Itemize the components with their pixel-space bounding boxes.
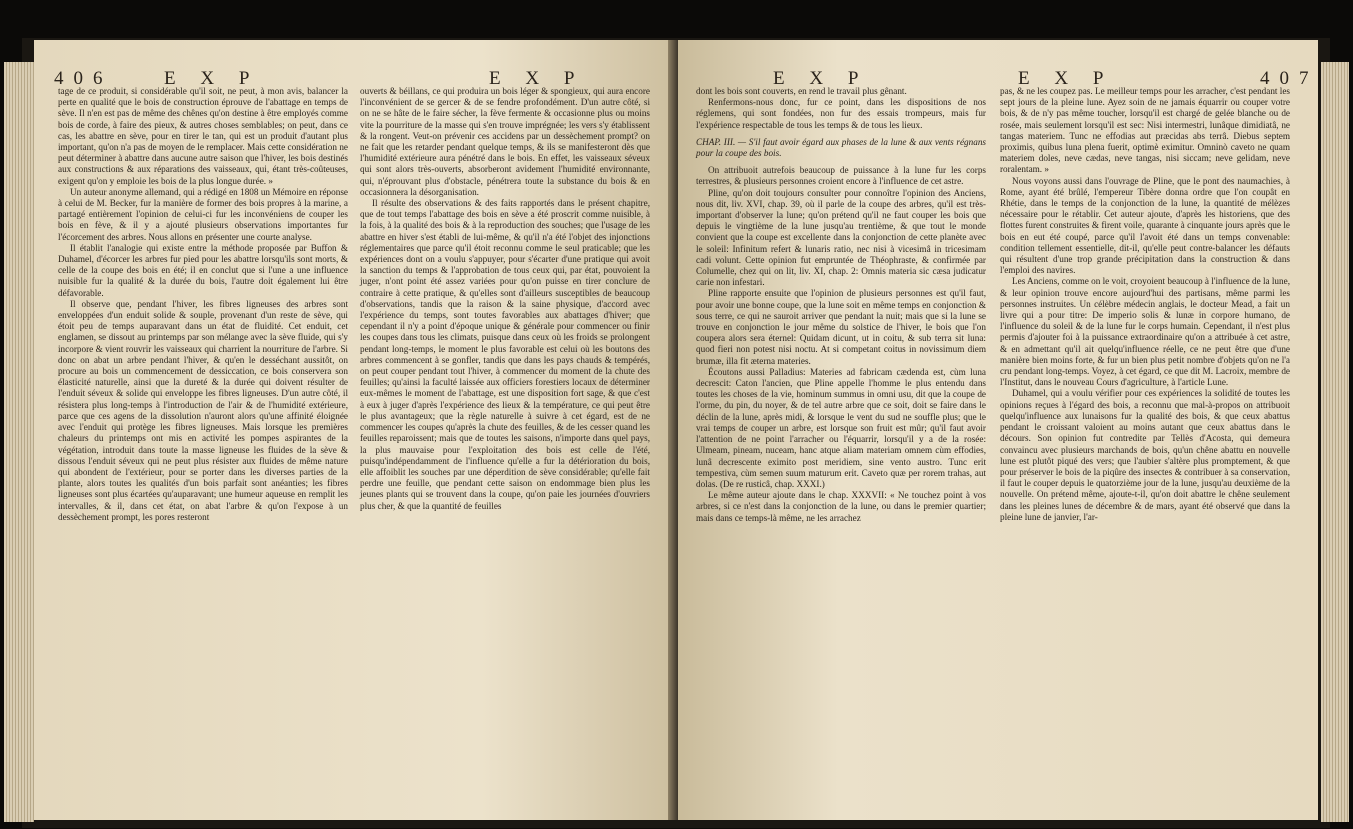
left-page (34, 40, 674, 820)
paragraph: Le même auteur ajoute dans le chap. XXXVII: « Ne touchez point à vos arbres, si ce n'est dans la conjonction de la lune, ou dans le premier quartier; mais dans ce temps-là même, ne les arrachez (696, 490, 986, 523)
paragraph: tage de ce produit, si considérable qu'il soit, ne peut, à mon avis, balancer la perte en qualité que le bois de construction éprouve de l'abattage en temps de sève. Il n'en est pas de même des chênes qu'on destine à être employés comme bois de corde, à faire des pieux, & autres choses semblables; on peut, dans ce cas, les abattre en sève, pour en tirer le tan, qui est un produit d'autant plus important, qu'on n'a pas de moyen de le remplacer. Mais cette considération ne peut déterminer à abattre dans aucune autre saison que l'hiver, les bois destinés aux constructions & aux réparations des vaisseaux, qui, étant très-coûteuses, exigent qu'on y emploie les bois de la plus longue durée. » (58, 86, 348, 186)
text-column-2 (360, 86, 650, 512)
page-number: 406 (54, 68, 113, 89)
paragraph: Les Anciens, comme on le voit, croyoient beaucoup à l'influence de la lune, & leur opinion trouve encore aujourd'hui des partisans, même parmi les personnes instruites. Un célèbre médecin anglais, le docteur Mead, a fait un livre qui a pour titre: De imperio solis & lunæ in corpore humano, de l'influence du soleil & de la lune fur le corps humain. Cependant, il n'est plus permis d'ajouter foi à la puissance extraordinaire qu'on a attribuée à cet astre, & en admettant qu'il ait quelqu'influence réelle, ce ne peut être que d'une manière bien moins forte, & fur un bien plus petit nombre d'objets qu'on ne l'a cru pendant long-temps. Voyez, à cet égard, ce que dit M. Lacroix, membre de l'Institut, dans le nouveau Cours d'agriculture, à l'article Lune. (1000, 276, 1290, 388)
paragraph: Renfermons-nous donc, fur ce point, dans les dispositions de nos réglemens, qui sont fondées, non fur des essais trompeurs, mais fur l'expérience respectable de tous les temps & de tous les lieux. (696, 97, 986, 130)
chapter-heading: CHAP. III. — S'il faut avoir égard aux phases de la lune & aux vents régnans pour la coupe des bois. (696, 136, 986, 159)
running-head: E X P (1018, 68, 1114, 89)
paragraph: Duhamel, qui a voulu vérifier pour ces expériences la solidité de toutes les opinions reçues à l'égard des bois, a reconnu que mal-à-propos on attribuoit quelqu'influence aux lunaisons fur la qualité des bois, & que ceux abattus pendant le croissant valoient au moins autant que ceux abattus dans le décours. Son opinion fut contredite par Tellès d'Acosta, qui demeura convaincu avec plusieurs marchands de bois, qu'un chêne abattu en nouvelle lune est plutôt piqué des vers; que l'aubier s'altère plus promptement, & que pour préserver le bois de la piqûre des insectes & contribuer à sa conservation, il faut le couper depuis le quatorzième jour de la lune, jusqu'au deuxième de la nouvelle. On prétend même, ajoute-t-il, qu'on doit abattre le chêne seulement dans les pleines lunes de décembre & de mars, ayant été observé que dans la pleine lune de janvier, l'ar- (1000, 388, 1290, 522)
paragraph: Il résulte des observations & des faits rapportés dans le présent chapitre, que de tout temps l'abattage des bois en sève a été proscrit comme nuisible, à la fois, à la qualité des bois & à la reproduction des souches; que l'usage de les abattre en hiver s'est établi de lui-même, & qu'il n'a été l'objet des injonctions réglementaires que parce qu'il étoit reconnu comme le seul praticable; que les expériences dont on a voulu s'appuyer, pour s'écarter d'une pratique qui avoit la sanction du temps & l'approbation de tous ceux qui, par état, pouvoient la juger, n'ont point été assez variées pour qu'on puisse en tirer conclure de contraire à cette pratique, & qu'elles sont d'ailleurs susceptibles de beaucoup d'observations, tandis que la raison & la saine physique, d'accord avec l'expérience du temps, sont toutes favorables aux abattages d'hiver; que cependant il n'y a point d'époque unique & générale pour commencer ou finir les coupes dans tous les climats, puisque dans ceux où les froids se prolongent pendant long-temps, le moment le plus favorable est celui où les boutons des arbres commencent à se gonfler, tandis que dans les pays chauds & tempérés, on peut couper pendant tout l'hiver, à commencer du moment de la chute des feuilles; qu'ainsi la faculté laissée aux officiers forestiers locaux de déterminer eux-mêmes le moment de l'abattage, est une disposition fort sage, & que c'est à eux à juger d'après l'expérience des lieux & la température, ce qui peut être le plus avantageux; que la règle naturelle à suivre à cet égard, est de ne commencer les coupes qu'après la chute des feuilles, & de les cesser quand les feuilles reparoissent; mais que de toutes les saisons, n'importe dans quel pays, la plus mauvaise pour l'exploitation des bois est celle de l'été, puisqu'indépendamment de l'influence qu'elle a fur la détérioration du bois, elle affoiblit les souches par une déperdition de sève considérable; qu'elle fait perdre une feuille, que pendant cette saison on endommage bien plus les jeunes plants qui se trouvent dans la coupe, qu'on paie les journées d'ouvriers plus cher, & que la quantité de feuilles (360, 198, 650, 511)
page-edges-right (1321, 62, 1349, 822)
paragraph: ouverts & béillans, ce qui produira un bois léger & spongieux, qui aura encore l'inconvénient de se gercer & de se fendre profondément. D'un autre côté, si on ne se hâte de le faire sécher, la fève fermente & occasionne plus ou moins vite la pourriture de la masse qui s'en trouve imprégnée; les vers s'y établissent & la rongent. Veut-on prévenir ces accidens par un dessèchement prompt? on ne fait que les retarder pendant quelque temps, & ils se manifesteront dès que l'humidité extérieure aura pénétré dans le bois. En effet, les vaisseaux séveux qui sont alors très-ouverts, absorberont avidement l'humidité environnante, qui, n'éprouvant plus d'obstacle, pénétrera toute la substance du bois & en occasionnera la désorganisation. (360, 86, 650, 197)
running-head: E X P (489, 68, 585, 89)
text-column-1 (696, 86, 986, 524)
paragraph: dont les bois sont couverts, en rend le travail plus gênant. (696, 86, 907, 96)
paragraph: Il établit l'analogie qui existe entre la méthode proposée par Buffon & Duhamel, d'écorcer les arbres fur pied pour les abattre lorsqu'ils sont morts, & celle de la coupe des bois en été; il en conclut que si l'une a une influence nuisible fur la qualité & la durée du bois, l'autre doit également lui être défavorable. (58, 242, 348, 298)
paragraph: On attribuoit autrefois beaucoup de puissance à la lune fur les corps terrestres, & plusieurs personnes croient encore à l'influence de cet astre. (696, 165, 986, 187)
paragraph: Nous voyons aussi dans l'ouvrage de Pline, que le pont des naumachies, à Rome, ayant été brûlé, l'empereur Tibère donna ordre que l'on coupât en Rhétie, dans le temps de la conjonction de la lune, la quantité de mélèzes nécessaire pour le rétablir. Cet auteur ajoute, d'après les historiens, que des flottes furent construites & firent voile, quarante à cinquante jours après que le bois en eut été coupé, parce qu'il l'avoit été dans un temps convenable: condition tellement essentielle, dit-il, qu'elle peut contre-balancer les défauts qui résultent d'une trop grande précipitation dans la construction & dans l'emploi des navires. (1000, 175, 1290, 276)
running-head: E X P (164, 68, 260, 89)
paragraph: pas, & ne les coupez pas. Le meilleur temps pour les arracher, c'est pendant les sept jours de la pleine lune. Ayez soin de ne jamais équarrir ou couper votre bois, & de n'y pas même toucher, lorsqu'il est chargé de gelée blanche ou de rosée, mais seulement lorsqu'il est sec: Nisi intermestri, lunâque dimidiatâ, ne tangas materiem. Tunc ne effodias aut præcidas abs terrâ. Diebus septem proximis, quibus luna plena fuerit, optimè eximitur. Omninò caveto ne quam materiem doles, neve cædas, neve tangas, nisi siccam; neve gelidam, neve roralentam. » (1000, 86, 1290, 175)
paragraph: Pline rapporte ensuite que l'opinion de plusieurs personnes est qu'il faut, pour avoir une bonne coupe, que la lune soit en même temps en conjonction & sous terre, ce qui ne sauroit arriver que pendant la nuit; mais que si la lune se trouve en conjonction le jour même du solstice de l'hiver, le bois que l'on coupera alors sera éternel: Quidam dicunt, ut in coitu, & sub terra sit luna: quod fieri non potest nisi noctu. At si competant coitus in novissimum diem brumæ, illa fit æterna materies. (696, 288, 986, 366)
paragraph: Écoutons aussi Palladius: Materies ad fabricam cædenda est, cùm luna decrescit: Caton l'ancien, que Pline appelle l'homme le plus entendu dans toutes les choses de la vie, hominum summus in omni usu, dit que la coupe de l'orme, du pin, du noyer, & de tel autre arbre que ce soit, doit se faire dans le déclin de la lune, après midi, & lorsque le vent du sud ne souffle plus; que le vrai temps de couper un arbre, est lorsque son fruit est mûr; qu'il faut avoir l'attention de ne point l'arracher ou l'équarrir, lorsqu'il y a de la rosée: Ulmeam, pineam, nuceam, hanc atque aliam materiam omnem cùm effodies, lunâ decrescente eximito post meridiem, sine vento austro. Tunc erit tempestiva, cùm semen suum maturum erit. Caveto quæ per rorem trahas, aut dolas. (De re rusticâ, chap. XXXI.) (696, 366, 986, 489)
paragraph: Il observe que, pendant l'hiver, les fibres ligneuses des arbres sont enveloppées d'un enduit solide & souple, provenant d'un reste de sève, qui étoit peu de temps auparavant dans un état de fluidité. Cet enduit, cet englamen, se dissout au printemps par son mélange avec la sève fluide, qui s'y incorpore & vient rouvrir les vaisseaux qui charrient la nourriture de l'arbre. Si donc on abat un arbre pendant l'hiver, & qu'en le desséchant aussitôt, on procure au bois un commencement de dessiccation, ce bois conservera son élasticité naturelle, ainsi que la dureté & la durée qui doivent résulter de l'enduit séveux & solide qui enveloppe les fibres ligneuses. D'un autre côté, il résistera plus long-temps à l'introduction de l'air & de l'humidité extérieure, parce que ces agens de la dissolution n'auront alors qu'une affinité éloignée avec l'enduit qui protège les fibres ligneuses. Mais lorsque les premières chaleurs du printemps ont mis en activité les pompes aspirantes de la végétation, introduit dans toute la masse ligneuse les fluides de la sève & dissous l'enduit séveux qui ne peut plus résister aux fluides de même nature qui abondent de l'extérieur, pour se porter dans les diverses parties de la plante, alors toutes les qualités d'un bois parfait sont anéanties; les fibres ligneuses sont plus écartées qu'auparavant; une humeur aqueuse en remplit les intervalles, & il, dans cet état, on abat l'arbre & qu'on l'expose à un dessèchement prompt, les pores resteront (58, 298, 348, 522)
page-edges-left (4, 62, 34, 822)
right-page (678, 40, 1318, 820)
paragraph: Pline, qu'on doit toujours consulter pour connoître l'opinion des Anciens, nous dit, liv. XVI, chap. 39, où il parle de la coupe des arbres, qu'il est très-important d'observer la lune; qu'on prétend qu'il ne faut couper les bois que depuis le vingtième de la lune jusqu'au trentième, & que tout le monde convient que la coupe est excellente dans la conjonction de cette planète avec le soleil: Infinitum refert & lunaris ratio, nec nisi à vicesimâ in tricesimam cadi volunt. Cette opinion fut empruntée de Théophraste, & confirmée par Columelle, chez qui on lit, liv. XI, chap. 2: Omnis materia sic cæsa judicatur carie non infestari. (696, 187, 986, 288)
text-column-1 (58, 86, 348, 523)
page-number: 407 (1260, 68, 1318, 89)
running-head: E X P (773, 68, 869, 89)
text-column-2 (1000, 86, 1290, 523)
paragraph: Un auteur anonyme allemand, qui a rédigé en 1808 un Mémoire en réponse à celui de M. Becker, fur la manière de former des bois propres à la marine, a partagé entièrement l'opinion de celui-ci fur les inconvéniens de couper les bois en fève, & il y a ajouté plusieurs observations importantes fur l'écorcement des arbres. Nous allons en présenter une courte analyse. (58, 186, 348, 242)
